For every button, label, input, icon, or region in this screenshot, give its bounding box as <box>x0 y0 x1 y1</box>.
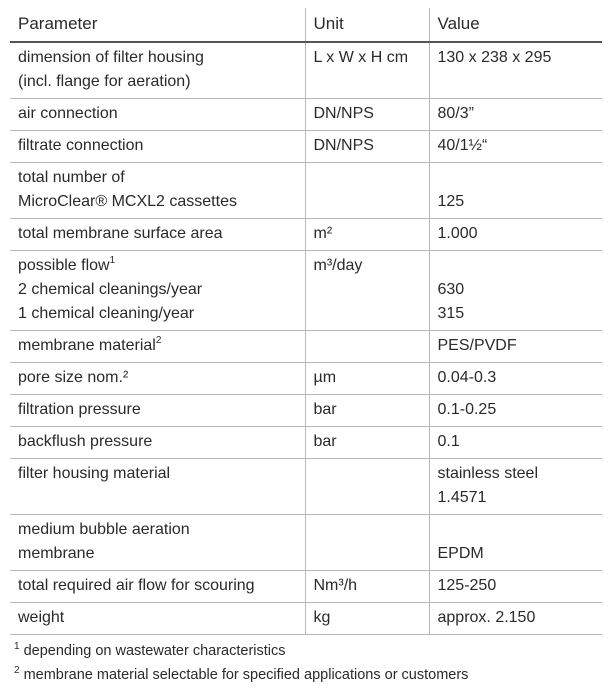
footnote-text: membrane material selectable for specified applications or customers <box>23 667 469 683</box>
parameter-text: backflush pressure <box>18 433 153 450</box>
value-cell <box>429 42 602 99</box>
footnote-mark: 2 <box>14 665 20 676</box>
table-row <box>10 99 602 131</box>
table-row <box>10 251 602 331</box>
header-value: Value <box>429 8 602 42</box>
unit-cell <box>305 459 429 515</box>
value-cell <box>429 99 602 131</box>
table-row <box>10 42 602 99</box>
parameter-text: total number of <box>18 169 125 186</box>
unit-cell <box>305 163 429 219</box>
table-row <box>10 571 602 603</box>
parameter-cell <box>10 363 305 395</box>
parameter-cell <box>10 571 305 603</box>
unit-text: Nm³/h <box>313 577 358 594</box>
value-text: stainless steel <box>437 465 538 482</box>
value-cell <box>429 219 602 251</box>
value-text: EPDM <box>437 545 484 562</box>
unit-text: µm <box>313 369 337 386</box>
parameter-text: membrane <box>18 545 95 562</box>
table-row <box>10 395 602 427</box>
unit-cell <box>305 427 429 459</box>
value-text: 0.1-0.25 <box>437 401 497 418</box>
unit-cell <box>305 603 429 635</box>
value-text <box>438 166 595 190</box>
header-parameter: Parameter <box>10 8 305 42</box>
table-row <box>10 427 602 459</box>
parameter-text: filter housing material <box>18 465 171 482</box>
value-cell <box>429 331 602 363</box>
footnote-reference: 2 <box>155 334 162 346</box>
footnote-mark: 1 <box>14 641 20 652</box>
parameter-text: total required air flow for scouring <box>18 577 255 594</box>
unit-cell <box>305 331 429 363</box>
header-unit: Unit <box>305 8 429 42</box>
parameter-text: dimension of filter housing <box>18 49 204 66</box>
value-text: 40/1½“ <box>437 137 488 154</box>
value-cell <box>429 459 602 515</box>
unit-text: bar <box>313 433 337 450</box>
unit-cell <box>305 131 429 163</box>
parameter-cell <box>10 603 305 635</box>
parameter-cell <box>10 219 305 251</box>
unit-text: bar <box>313 401 337 418</box>
parameter-cell <box>10 163 305 219</box>
parameter-cell <box>10 395 305 427</box>
parameter-text: 2 chemical cleanings/year <box>18 281 203 298</box>
value-text: PES/PVDF <box>437 337 517 354</box>
value-text: 80/3” <box>437 105 474 122</box>
parameter-cell <box>10 99 305 131</box>
value-text: 125 <box>437 193 465 210</box>
unit-cell <box>305 515 429 571</box>
parameter-text: MicroClear® MCXL2 cassettes <box>18 193 237 210</box>
value-cell <box>429 571 602 603</box>
footnote <box>14 640 468 664</box>
parameter-text: weight <box>18 609 65 626</box>
value-text: 130 x 238 x 295 <box>437 49 552 66</box>
parameter-cell <box>10 42 305 99</box>
footnotes <box>14 640 468 688</box>
parameter-text: filtration pressure <box>18 401 141 418</box>
value-text: approx. 2.150 <box>437 609 536 626</box>
unit-cell <box>305 363 429 395</box>
parameter-cell <box>10 331 305 363</box>
value-cell <box>429 251 602 331</box>
parameter-text: (incl. flange for aeration) <box>18 73 191 90</box>
value-text: 1.000 <box>437 225 478 242</box>
unit-cell <box>305 99 429 131</box>
unit-text: L x W x H cm <box>313 49 409 66</box>
unit-cell <box>305 219 429 251</box>
value-text: 0.04-0.3 <box>437 369 497 386</box>
unit-text <box>314 334 421 358</box>
value-cell <box>429 603 602 635</box>
value-text <box>438 518 595 542</box>
parameter-text: pore size nom.² <box>18 369 129 386</box>
unit-cell <box>305 395 429 427</box>
parameter-text: air connection <box>18 105 118 122</box>
unit-text <box>314 166 421 190</box>
value-text: 630 <box>437 281 465 298</box>
specification-table <box>10 8 602 635</box>
unit-text: m³/day <box>313 257 363 274</box>
value-cell <box>429 395 602 427</box>
table-body <box>10 42 602 635</box>
parameter-cell <box>10 427 305 459</box>
table-row <box>10 363 602 395</box>
footnote-reference: 1 <box>109 254 116 266</box>
table-row <box>10 515 602 571</box>
table-row <box>10 331 602 363</box>
table-header-row <box>10 8 602 42</box>
value-text: 315 <box>437 305 465 322</box>
value-text: 0.1 <box>437 433 460 450</box>
unit-text: m² <box>313 225 333 242</box>
parameter-cell <box>10 459 305 515</box>
unit-cell <box>305 251 429 331</box>
unit-text: DN/NPS <box>313 105 374 122</box>
table-row <box>10 131 602 163</box>
value-text: 125-250 <box>437 577 497 594</box>
parameter-text: medium bubble aeration <box>18 521 190 538</box>
parameter-cell <box>10 131 305 163</box>
value-cell <box>429 427 602 459</box>
value-cell <box>429 363 602 395</box>
parameter-cell <box>10 515 305 571</box>
footnote <box>14 664 468 688</box>
table-row <box>10 219 602 251</box>
value-text <box>438 254 595 278</box>
table-row <box>10 603 602 635</box>
unit-cell <box>305 42 429 99</box>
unit-text <box>314 462 421 486</box>
unit-cell <box>305 571 429 603</box>
value-cell <box>429 131 602 163</box>
parameter-text: total membrane surface area <box>18 225 223 242</box>
unit-text <box>314 518 421 542</box>
parameter-text: membrane material <box>18 337 156 354</box>
table-row <box>10 459 602 515</box>
footnote-text: depending on wastewater characteristics <box>23 643 286 659</box>
parameter-text: 1 chemical cleaning/year <box>18 305 195 322</box>
value-cell <box>429 515 602 571</box>
unit-text: kg <box>313 609 331 626</box>
value-cell <box>429 163 602 219</box>
value-text: 1.4571 <box>437 489 487 506</box>
unit-text: DN/NPS <box>313 137 374 154</box>
parameter-text: filtrate connection <box>18 137 144 154</box>
parameter-cell <box>10 251 305 331</box>
parameter-text: possible flow <box>18 257 110 274</box>
table-row <box>10 163 602 219</box>
